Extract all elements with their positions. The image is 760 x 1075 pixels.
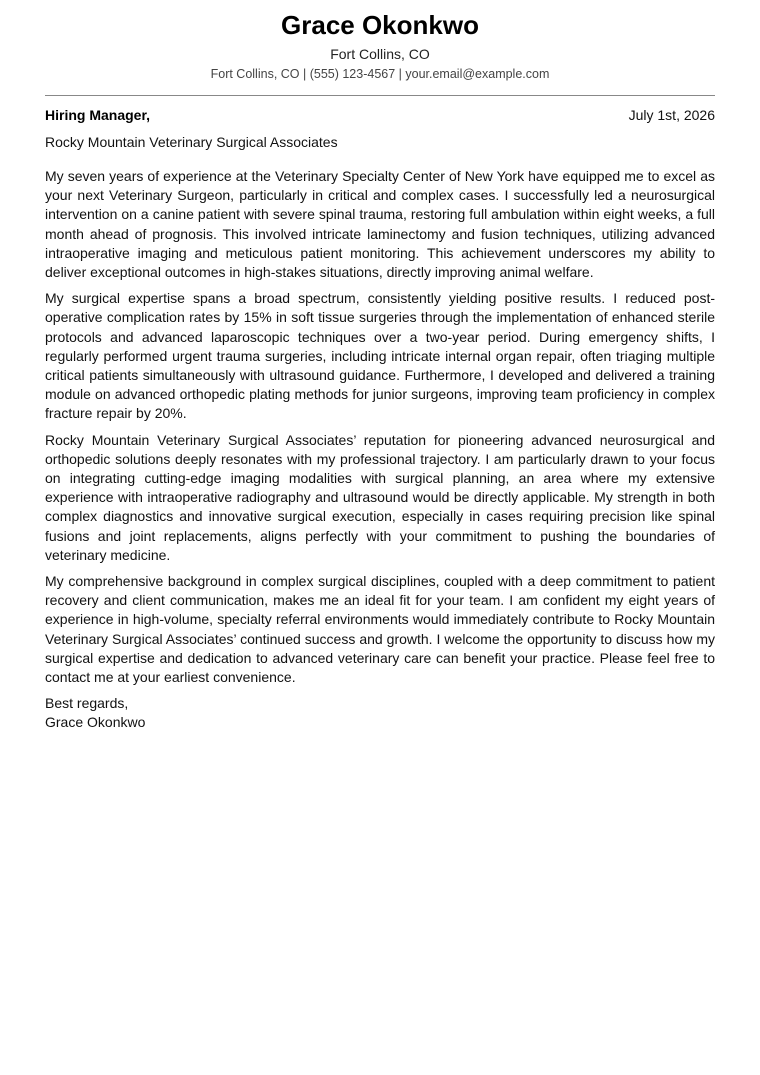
body-paragraph-2: My surgical expertise spans a broad spectrum, consistently yielding positive results. I reduced post-operative complication rates by 15% in soft tissue surgeries through the implementation of enhanced sterile protocols and advanced laparoscopic techniques over a two-year period. During emergency shifts, I regularly performed urgent trauma surgeries, including intricate internal organ repair, often triaging multiple critical patients simultaneously with ultrasound guidance. Furthermore, I developed and delivered a training module on advanced orthopedic plating methods for junior surgeons, improving team proficiency in complex fracture repair by 20%.	[45, 290, 715, 422]
applicant-name: Grace Okonkwo	[281, 10, 479, 40]
signature-name: Grace Okonkwo	[45, 714, 146, 731]
company-name: Rocky Mountain Veterinary Surgical Associates	[45, 134, 338, 150]
header-divider	[45, 95, 715, 96]
closing-phrase: Best regards,	[45, 695, 129, 712]
letter-closing	[45, 694, 715, 732]
body-paragraph-1: My seven years of experience at the Veterinary Specialty Center of New York have equipped me to excel as your next Veterinary Surgeon, particularly in critical and complex cases. I successfully led a neurosurgical intervention on a canine patient with severe spinal trauma, restoring full ambulation within eight weeks, a full month ahead of prognosis. This involved intricate laminectomy and fusion techniques, utilizing advanced intraoperative imaging and meticulous patient monitoring. This achievement underscores my ability to deliver exceptional outcomes in high-stakes situations, directly improving animal welfare.	[45, 168, 715, 281]
letter-date: July 1st, 2026	[628, 107, 715, 123]
recipient-date-row	[45, 106, 715, 124]
applicant-location: Fort Collins, CO	[330, 46, 430, 62]
body-paragraph-3: Rocky Mountain Veterinary Surgical Associates’ reputation for pioneering advanced neurosurgical and orthopedic solutions deeply resonates with my professional trajectory. I am particularly drawn to your focus on integrating cutting-edge imaging modalities with surgical planning, an area where my extensive experience with intraoperative radiography and ultrasound would be directly applicable. My strength in both complex diagnostics and innovative surgical execution, especially in cases requiring precision like spinal fusions and joint replacements, aligns perfectly with your commitment to pushing the boundaries of veterinary medicine.	[45, 431, 715, 563]
body-paragraph-4: My comprehensive background in complex surgical disciplines, coupled with a deep commitment to patient recovery and client communication, makes me an ideal fit for your team. I am confident my eight years of experience in high-volume, specialty referral environments would immediately contribute to Rocky Mountain Veterinary Surgical Associates’ continued success and growth. I welcome the opportunity to discuss how my surgical expertise and dedication to advanced veterinary care can benefit your practice. Please feel free to contact me at your earliest convenience.	[45, 573, 715, 686]
letter-header	[45, 0, 715, 82]
letter-body	[45, 167, 715, 687]
contact-line: Fort Collins, CO | (555) 123-4567 | your.email@example.com	[210, 67, 550, 81]
recipient-salutation: Hiring Manager,	[45, 107, 151, 123]
